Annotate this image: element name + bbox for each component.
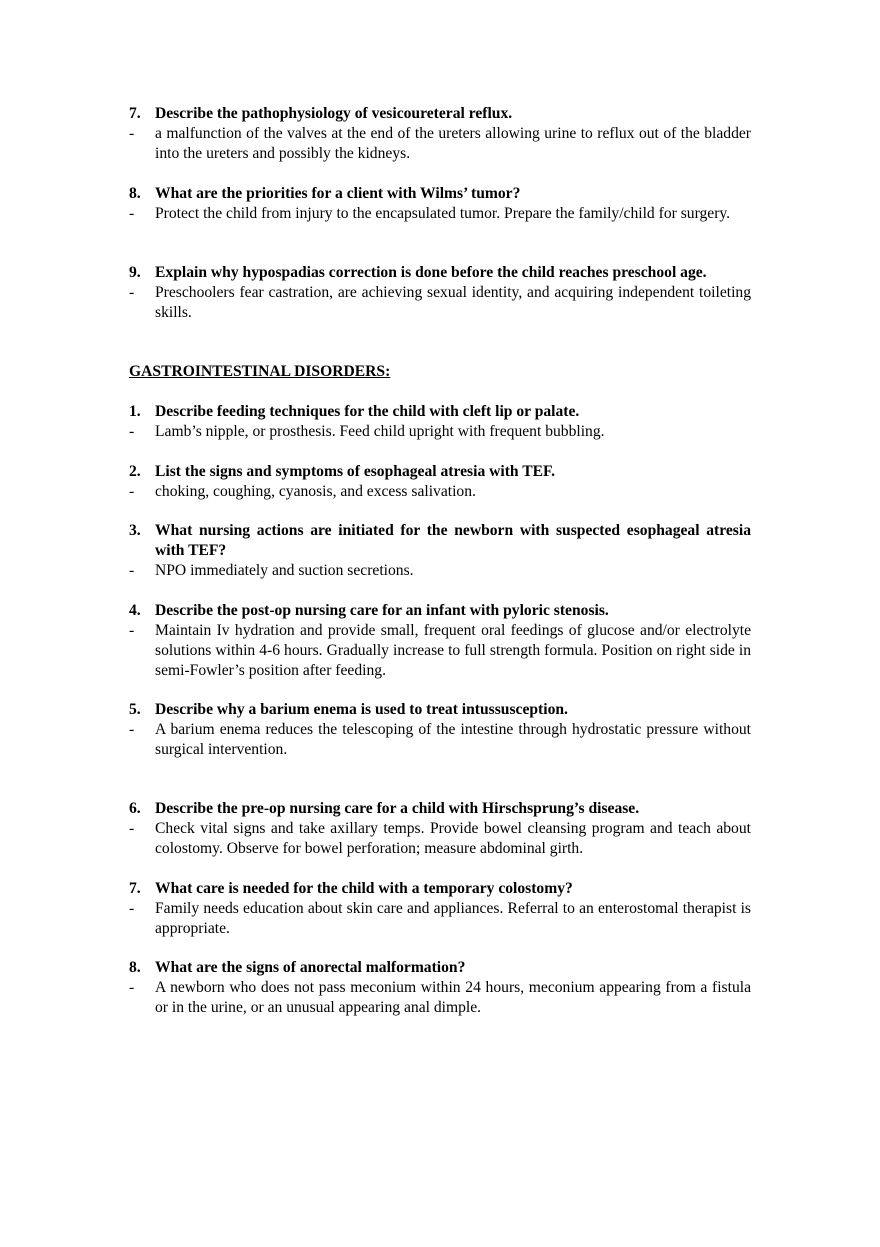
answer-marker: - bbox=[129, 125, 135, 142]
answer-marker: - bbox=[129, 900, 135, 917]
question-text: Describe why a barium enema is used to treat intussusception. bbox=[155, 701, 568, 718]
question bbox=[129, 184, 751, 204]
question bbox=[129, 402, 751, 422]
qa-item bbox=[129, 521, 751, 581]
answer-marker: - bbox=[129, 820, 135, 837]
answer-text: A newborn who does not pass meconium within 24 hours, meconium appearing from a fistula or in the urine, or an unusual appearing anal dimple. bbox=[155, 979, 751, 1016]
qa-item bbox=[129, 184, 751, 224]
answer-marker: - bbox=[129, 423, 135, 440]
answer-marker: - bbox=[129, 483, 135, 500]
question-number: 1. bbox=[129, 403, 141, 420]
answer bbox=[129, 422, 751, 442]
question-number: 9. bbox=[129, 264, 141, 281]
qa-item bbox=[129, 879, 751, 939]
qa-item bbox=[129, 402, 751, 442]
section-heading: GASTROINTESTINAL DISORDERS: bbox=[129, 363, 391, 380]
answer bbox=[129, 978, 751, 1018]
answer-marker: - bbox=[129, 284, 135, 301]
question-number: 7. bbox=[129, 880, 141, 897]
question bbox=[129, 521, 751, 561]
question bbox=[129, 879, 751, 899]
question bbox=[129, 462, 751, 482]
answer-text: NPO immediately and suction secretions. bbox=[155, 562, 414, 579]
qa-item bbox=[129, 958, 751, 1018]
answer bbox=[129, 283, 751, 323]
answer-text: Protect the child from injury to the encapsulated tumor. Prepare the family/child for surgery. bbox=[155, 205, 731, 222]
answer-text: Lamb’s nipple, or prosthesis. Feed child upright with frequent bubbling. bbox=[155, 423, 605, 440]
question-number: 8. bbox=[129, 185, 141, 202]
answer bbox=[129, 482, 751, 502]
answer-text: Family needs education about skin care and appliances. Referral to an enterostomal therapist is appropriate. bbox=[155, 900, 751, 937]
question-number: 8. bbox=[129, 959, 141, 976]
qa-item bbox=[129, 799, 751, 859]
answer-text: Preschoolers fear castration, are achieving sexual identity, and acquiring independent toileting skills. bbox=[155, 284, 751, 321]
answer bbox=[129, 720, 751, 760]
answer-text: a malfunction of the valves at the end of the ureters allowing urine to reflux out of the bladder into the ureters and possibly the kidneys. bbox=[155, 125, 751, 162]
question-text: List the signs and symptoms of esophageal atresia with TEF. bbox=[155, 463, 556, 480]
question-number: 2. bbox=[129, 463, 141, 480]
question bbox=[129, 104, 751, 124]
answer-text: Check vital signs and take axillary temps. Provide bowel cleansing program and teach about colostomy. Observe for bowel perforation; measure abdominal girth. bbox=[155, 820, 751, 857]
qa-item bbox=[129, 601, 751, 681]
question-text: Describe feeding techniques for the child with cleft lip or palate. bbox=[155, 403, 580, 420]
answer-marker: - bbox=[129, 205, 135, 222]
qa-item bbox=[129, 700, 751, 760]
question bbox=[129, 700, 751, 720]
question-text: Describe the post-op nursing care for an infant with pyloric stenosis. bbox=[155, 602, 609, 619]
answer bbox=[129, 819, 751, 859]
question-number: 4. bbox=[129, 602, 141, 619]
question bbox=[129, 263, 751, 283]
answer bbox=[129, 561, 751, 581]
answer-text: Maintain Iv hydration and provide small, frequent oral feedings of glucose and/or electrolyte solutions within 4-6 hours. Gradually increase to full strength formula. Position on right side in semi-Fowler’s position after feeding. bbox=[155, 622, 751, 679]
question-text: Describe the pathophysiology of vesicoureteral reflux. bbox=[155, 105, 513, 122]
question-text: What are the priorities for a client with Wilms’ tumor? bbox=[155, 185, 521, 202]
question-text: What nursing actions are initiated for the newborn with suspected esophageal atresia with TEF? bbox=[155, 522, 751, 559]
question bbox=[129, 958, 751, 978]
answer-marker: - bbox=[129, 979, 135, 996]
answer bbox=[129, 124, 751, 164]
question-text: What are the signs of anorectal malformation? bbox=[155, 959, 466, 976]
answer-marker: - bbox=[129, 562, 135, 579]
question-number: 6. bbox=[129, 800, 141, 817]
answer bbox=[129, 204, 751, 224]
answer-marker: - bbox=[129, 721, 135, 738]
answer-marker: - bbox=[129, 622, 135, 639]
answer-text: A barium enema reduces the telescoping of the intestine through hydrostatic pressure without surgical intervention. bbox=[155, 721, 751, 758]
qa-item bbox=[129, 263, 751, 323]
qa-item bbox=[129, 462, 751, 502]
question-text: Explain why hypospadias correction is done before the child reaches preschool age. bbox=[155, 264, 707, 281]
question-text: Describe the pre-op nursing care for a child with Hirschsprung’s disease. bbox=[155, 800, 640, 817]
answer bbox=[129, 621, 751, 681]
question-number: 5. bbox=[129, 701, 141, 718]
question-text: What care is needed for the child with a temporary colostomy? bbox=[155, 880, 573, 897]
answer bbox=[129, 899, 751, 939]
answer-text: choking, coughing, cyanosis, and excess salivation. bbox=[155, 483, 476, 500]
question bbox=[129, 601, 751, 621]
question bbox=[129, 799, 751, 819]
question-number: 7. bbox=[129, 105, 141, 122]
qa-item bbox=[129, 104, 751, 164]
question-number: 3. bbox=[129, 522, 141, 539]
